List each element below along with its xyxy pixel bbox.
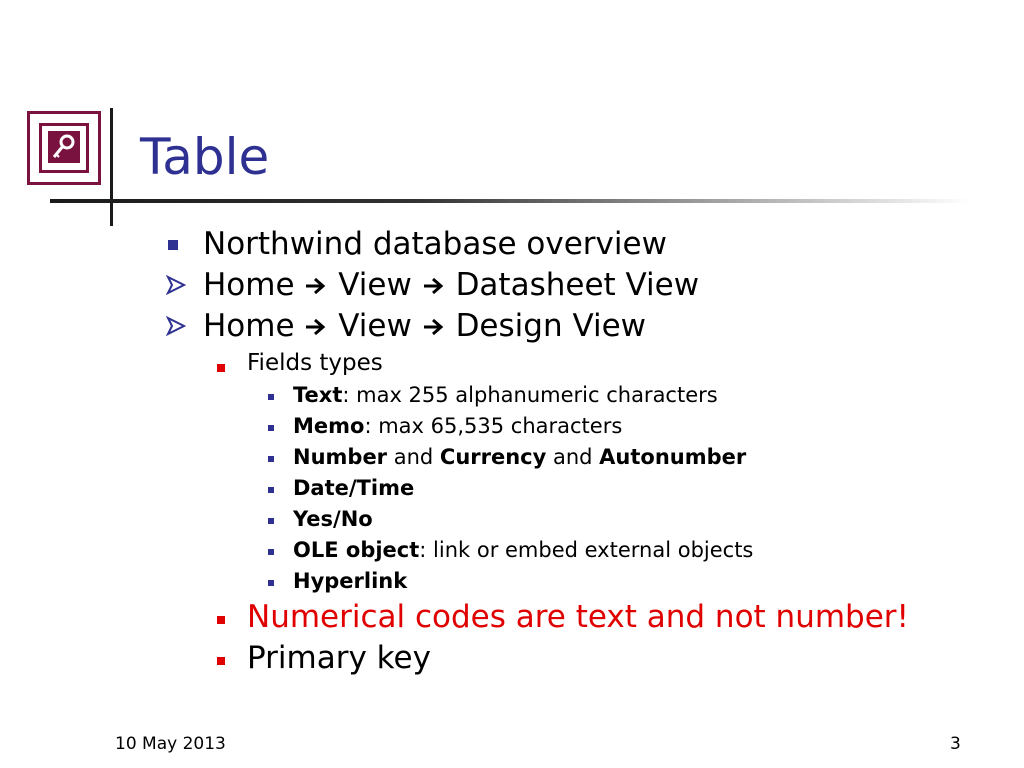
field-type-ole: OLE object: link or embed external objects [293, 538, 754, 562]
access-key-icon [48, 131, 80, 163]
square-bullet-icon [217, 657, 225, 665]
arrowhead-bullet-icon [166, 316, 186, 336]
slide-title: Table [140, 128, 270, 186]
arrowhead-bullet-icon [166, 275, 186, 295]
square-bullet-icon [268, 580, 274, 586]
bullet-design-view: Home View Design View [203, 308, 647, 344]
bullet-datasheet-view: Home View Datasheet View [203, 267, 700, 303]
field-type-yesno: Yes/No [293, 507, 373, 531]
bullet-northwind: Northwind database overview [203, 226, 667, 262]
square-bullet-icon [268, 394, 274, 400]
right-arrow-icon [304, 316, 328, 338]
square-bullet-icon [268, 487, 274, 493]
field-type-memo: Memo: max 65,535 characters [293, 414, 623, 438]
field-type-datetime: Date/Time [293, 476, 415, 500]
right-arrow-icon [422, 275, 446, 297]
square-bullet-icon [217, 364, 225, 372]
square-bullet-icon [217, 616, 225, 624]
slide-number: 3 [950, 734, 961, 754]
square-bullet-icon [268, 425, 274, 431]
footer-date: 10 May 2013 [115, 734, 226, 754]
title-horizontal-rule [50, 199, 970, 203]
access-logo [27, 111, 101, 185]
square-bullet-icon [268, 549, 274, 555]
title-vertical-rule [110, 108, 113, 226]
right-arrow-icon [304, 275, 328, 297]
field-type-hyperlink: Hyperlink [293, 569, 408, 593]
square-bullet-icon [268, 456, 274, 462]
field-type-text: Text: max 255 alphanumeric characters [293, 383, 718, 407]
bullet-fields-types: Fields types [247, 350, 383, 376]
square-bullet-icon [268, 518, 274, 524]
square-bullet-icon [168, 240, 178, 250]
note-numerical-codes: Numerical codes are text and not number! [247, 599, 909, 635]
field-type-number: Number and Currency and Autonumber [293, 445, 747, 469]
bullet-primary-key: Primary key [247, 640, 431, 676]
right-arrow-icon [422, 316, 446, 338]
